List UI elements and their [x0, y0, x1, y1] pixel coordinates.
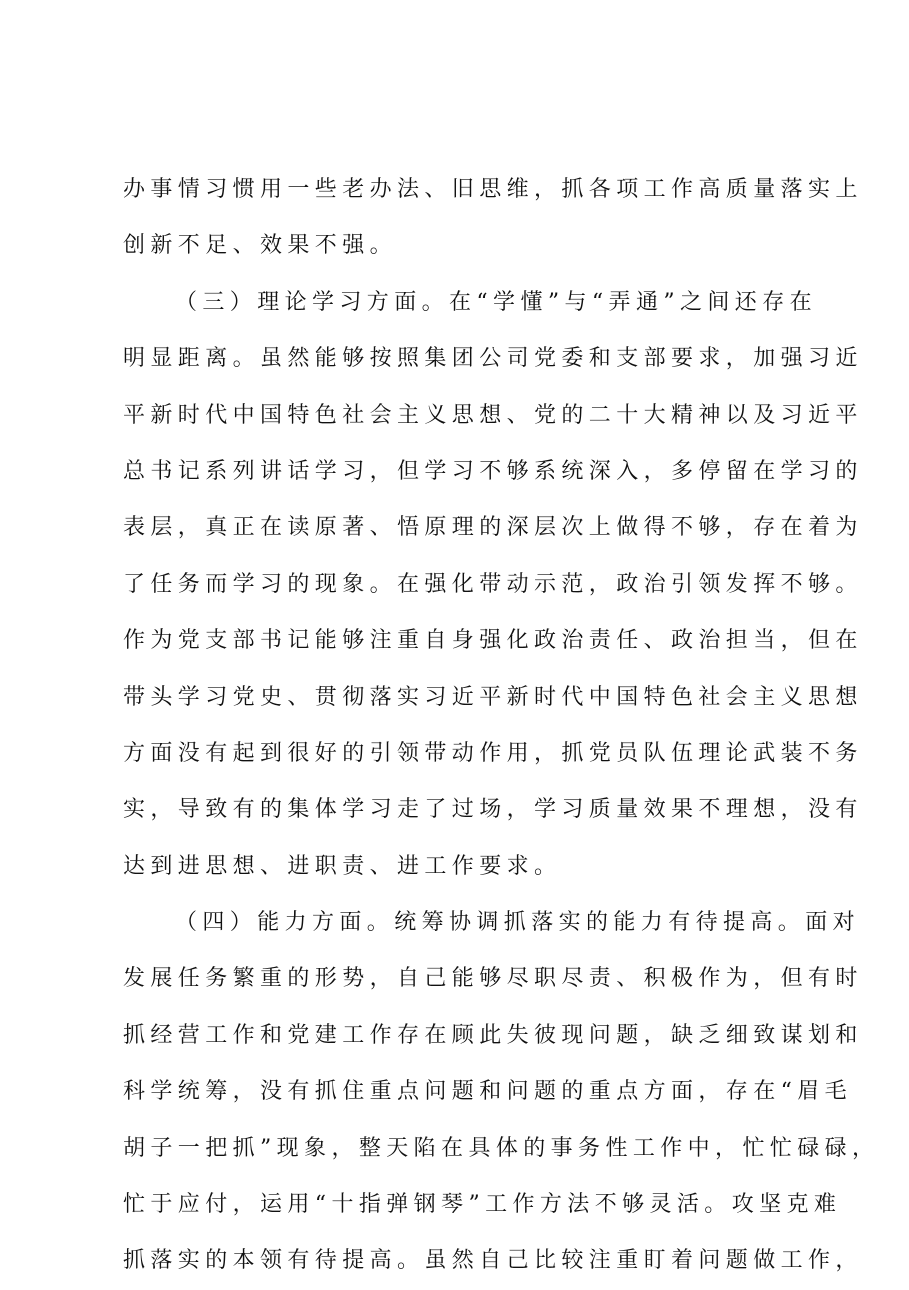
text-line: 带头学习党史、贯彻落实习近平新时代中国特色社会主义思想	[123, 684, 863, 710]
text-line: 总书记系列讲话学习，但学习不够系统深入，多停留在学习的	[123, 458, 863, 484]
text-line: 方面没有起到很好的引领带动作用，抓党员队伍理论武装不务	[123, 740, 863, 766]
text-line: 科学统筹，没有抓住重点问题和问题的重点方面，存在“眉毛	[123, 1079, 853, 1105]
text-line: 发展任务繁重的形势，自己能够尽职尽责、积极作为，但有时	[123, 966, 863, 992]
body-text	[123, 162, 880, 1290]
text-line: 平新时代中国特色社会主义思想、党的二十大精神以及习近平	[123, 402, 863, 428]
text-line: 明显距离。虽然能够按照集团公司党委和支部要求，加强习近	[123, 346, 863, 372]
section-heading-line: （四）能力方面。统筹协调抓落实的能力有待提高。面对	[175, 910, 861, 936]
text-line: 实，导致有的集体学习走了过场，学习质量效果不理想，没有	[123, 797, 863, 823]
text-line: 忙于应付，运用“十指弹钢琴”工作方法不够灵活。攻坚克难	[123, 1192, 842, 1218]
text-line: 抓落实的本领有待提高。虽然自己比较注重盯着问题做工作，	[123, 1248, 863, 1274]
text-line: 表层，真正在读原著、悟原理的深层次上做得不够，存在着为	[123, 515, 863, 541]
text-line: 了任务而学习的现象。在强化带动示范，政治引领发挥不够。	[123, 571, 863, 597]
text-line: 抓经营工作和党建工作存在顾此失彼现问题，缺乏细致谋划和	[123, 1022, 863, 1048]
text-line: 胡子一把抓”现象，整天陷在具体的事务性工作中，忙忙碌碌，	[123, 1135, 880, 1161]
text-line: 创新不足、效果不强。	[123, 233, 398, 259]
text-line: 办事情习惯用一些老办法、旧思维，抓各项工作高质量落实上	[123, 177, 863, 202]
text-line: 作为党支部书记能够注重自身强化政治责任、政治担当，但在	[123, 628, 863, 654]
text-line: 达到进思想、进职责、进工作要求。	[123, 853, 562, 879]
section-heading-line: （三）理论学习方面。在“学懂”与“弄通”之间还存在	[175, 289, 817, 315]
